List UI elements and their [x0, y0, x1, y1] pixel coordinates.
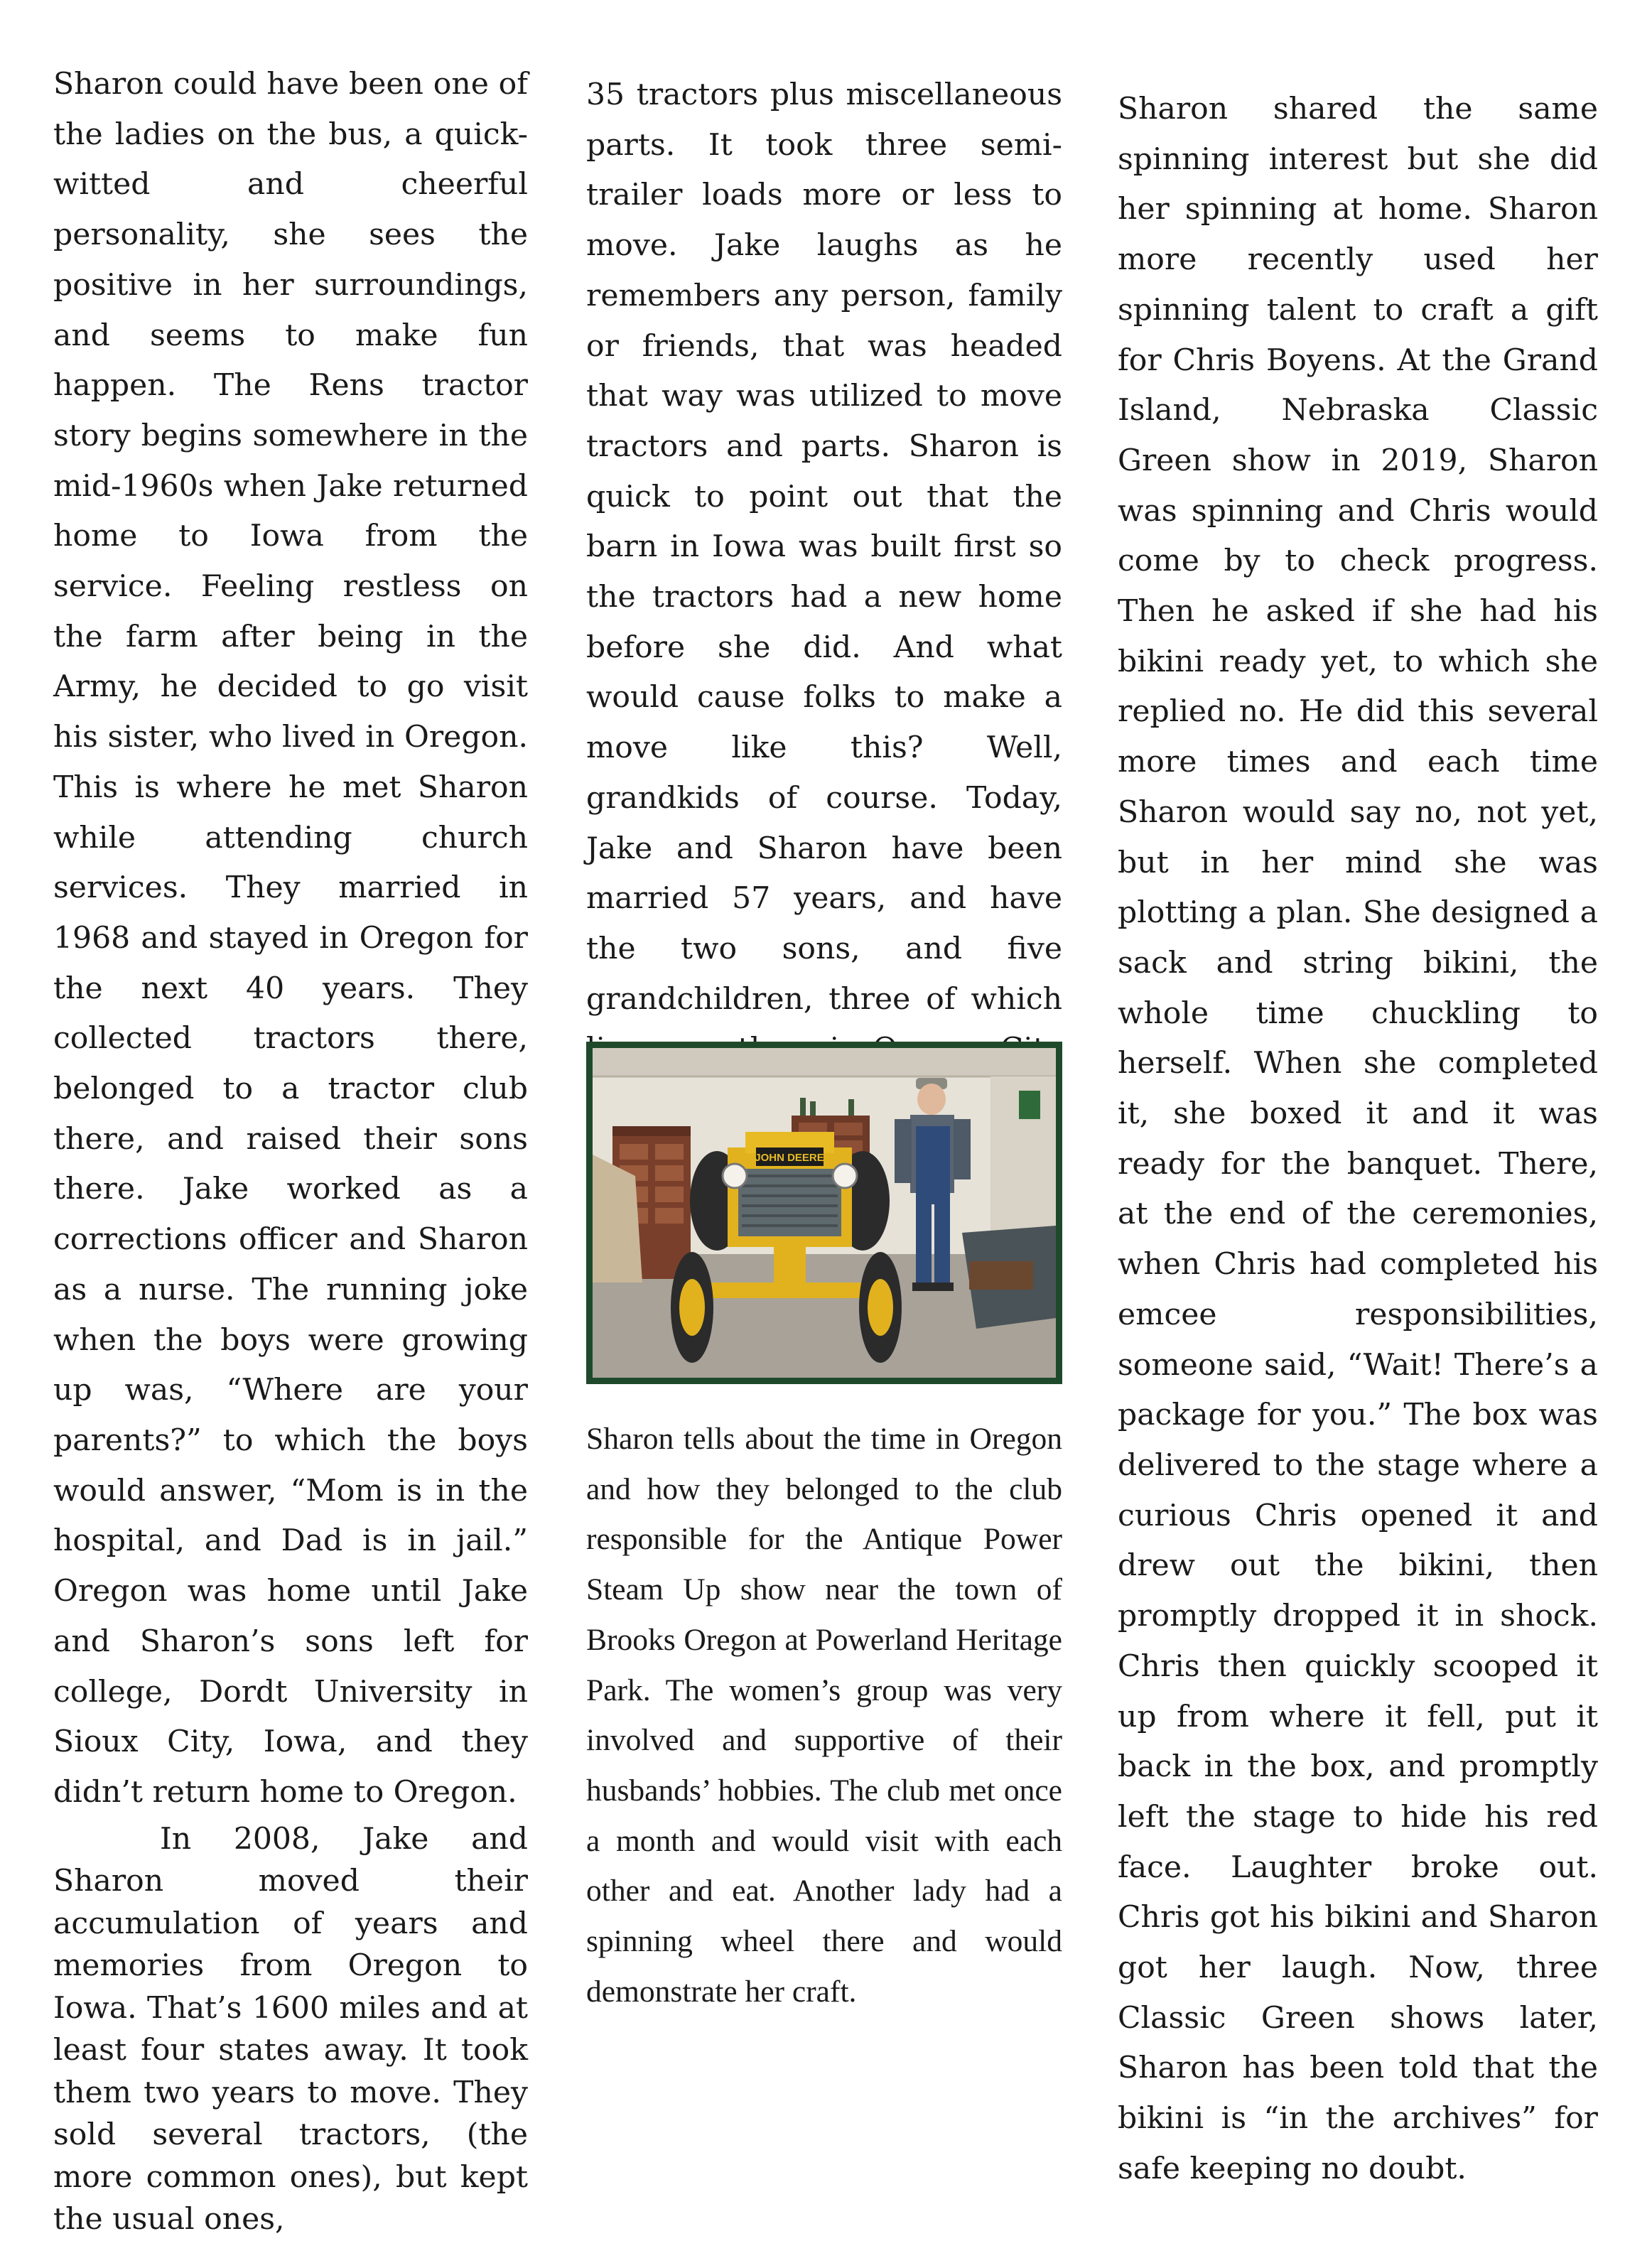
- tractor-photo-illustration: [593, 1048, 1056, 1378]
- article-paragraph: Sharon could have been one of the ladies on the bus, a quick-witted and cheerful personality, she sees the positive in her surroundings, and seems to make fun happen. The Rens tractor story begins somewhere in the mid-1960s when Jake returned home to Iowa from the service. Feeling restless on the farm after being in the Army, he decided to go visit his sister, who lived in Oregon. This is where he met Sharon while attending church services. They married in 1968 and stayed in Oregon for the next 40 years. They collected tractors there, belonged to a tractor club there, and raised their sons there. Jake worked as a corrections officer and Sharon as a nurse. The running joke when the boys were growing up was, “Where are your parents?” to which the boys would answer, “Mom is in the hospital, and Dad is in jail.” Oregon was home until Jake and Sharon’s sons left for college, Dordt University in Sioux City, Iowa, and they didn’t return home to Oregon.: [53, 67, 528, 1810]
- tractor-photo: [586, 1042, 1062, 1384]
- article-paragraph: Sharon tells about the time in Oregon and how they belonged to the club responsible for the Antique Power Steam Up show near the town of Brooks Oregon at Powerland Heritage Park. The women’s group was very involved and supportive of their husbands’ hobbies. The club met once a month and would visit with each other and eat. Another lady had a spinning wheel there and would demonstrate her craft.: [586, 1422, 1062, 2009]
- hood-badge: JOHN DEERE: [755, 1152, 824, 1164]
- article-paragraph: Sharon shared the same spinning interest but she did her spinning at home. Sharon more recently used her spinning talent to craft a gift for Chris Boyens. At the Grand Island, Nebraska Classic Green show in 2019, Sharon was spinning and Chris would come by to check progress. Then he asked if she had his bikini ready yet, to which she replied no. He did this several more times and each time Sharon would say no, not yet, but in her mind she was plotting a plan. She designed a sack and string bikini, the whole time chuckling to herself. When she completed it, she boxed it and it was ready for the banquet. There, at the end of the ceremonies, when Chris had completed his emcee responsibilities, someone said, “Wait! There’s a package for you.” The box was delivered to the stage where a curious Chris opened it and drew out the bikini, then promptly dropped it in shock. Chris then quickly scooped it up from where it fell, put it back in the box, and promptly left the stage to hide his red face. Laughter broke out. Chris got his bikini and Sharon got her laugh. Now, three Classic Green shows later, Sharon has been told that the bikini is “in the archives” for safe keeping no doubt.: [1118, 92, 1598, 2186]
- article-column-2-continued: [586, 1414, 1062, 2016]
- article-paragraph: 35 tractors plus miscellaneous parts. It took three semi-trailer loads more or less to move. Jake laughs as he remembers any person, family or friends, that was headed that way was utilized to move tractors and parts. Sharon is quick to point out that the barn in Iowa was built first so the tractors had a new home before she did. And what would cause folks to make a move like this? Well, grandkids of course. Today, Jake and Sharon have been married 57 years, and have the two sons, and five grandchildren, three of which: [586, 77, 1062, 1017]
- article-column-1: [53, 60, 528, 2241]
- article-column-3: [1118, 85, 1598, 2195]
- article-paragraph: In 2008, Jake and Sharon moved their accumulation of years and memories from Oregon to Iowa. That’s 1600 miles and at least four states away. It took them two years to move. They sold several tractors, (the more common ones), but kept the usual ones,: [53, 1821, 528, 2237]
- article-column-2: [586, 70, 1062, 1125]
